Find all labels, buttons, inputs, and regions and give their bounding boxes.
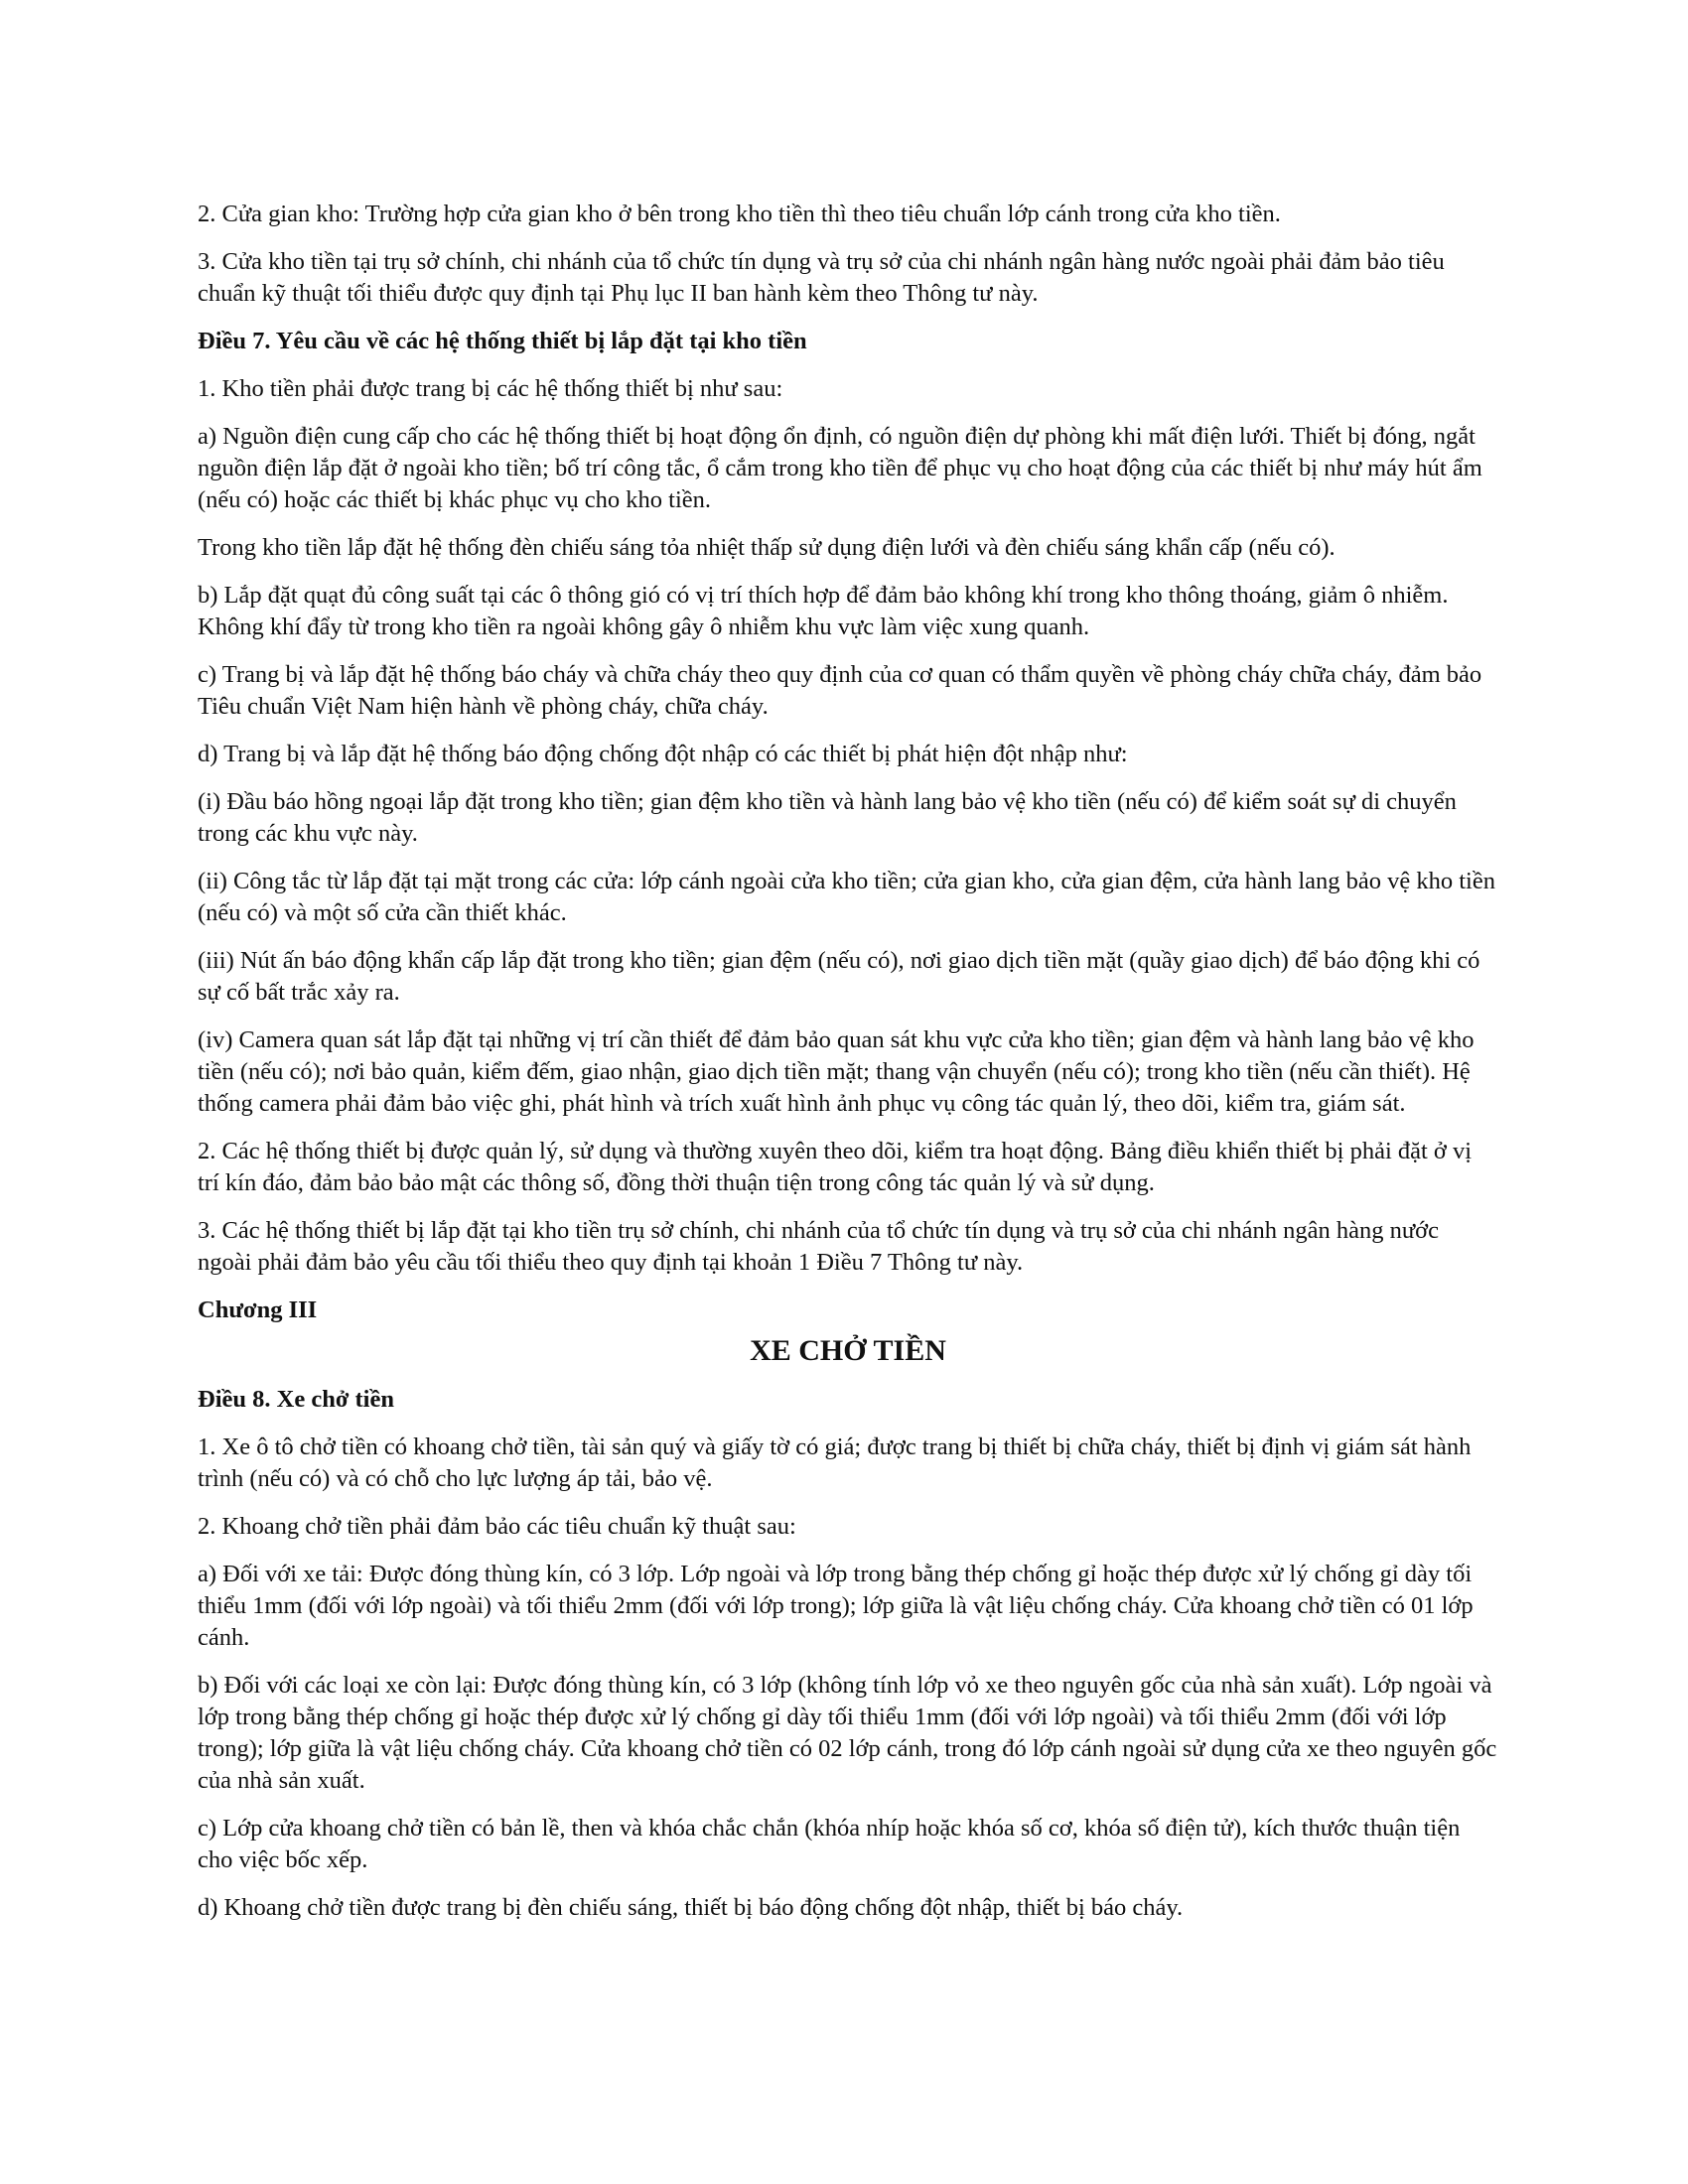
article-heading: Điều 7. Yêu cầu về các hệ thống thiết bị lắp đặt tại kho tiền: [198, 328, 807, 354]
paragraph: (i) Đầu báo hồng ngoại lắp đặt trong kho tiền; gian đệm kho tiền và hành lang bảo vệ kho tiền (nếu có) để kiểm soát sự di chuyển trong các khu vực này.: [198, 788, 1457, 847]
chapter-title: XE CHỞ TIỀN: [750, 1334, 946, 1367]
paragraph: 1. Kho tiền phải được trang bị các hệ thống thiết bị như sau:: [198, 375, 783, 402]
paragraph: 2. Cửa gian kho: Trường hợp cửa gian kho ở bên trong kho tiền thì theo tiêu chuẩn lớp cánh trong cửa kho tiền.: [198, 201, 1281, 227]
document-page: [198, 199, 1498, 1940]
paragraph: a) Đối với xe tải: Được đóng thùng kín, có 3 lớp. Lớp ngoài và lớp trong bằng thép chống gỉ hoặc thép được xử lý chống gỉ dày tối thiểu 1mm (đối với lớp ngoài) và tối thiểu 2mm (đối với lớp trong); lớp giữa là vật liệu chống cháy. Cửa khoang chở tiền có 01 lớp cánh.: [198, 1561, 1474, 1651]
paragraph: 1. Xe ô tô chở tiền có khoang chở tiền, tài sản quý và giấy tờ có giá; được trang bị thiết bị chữa cháy, thiết bị định vị giám sát hành trình (nếu có) và có chỗ cho lực lượng áp tải, bảo vệ.: [198, 1433, 1472, 1492]
paragraph: 3. Các hệ thống thiết bị lắp đặt tại kho tiền trụ sở chính, chi nhánh của tổ chức tín dụng và trụ sở của chi nhánh ngân hàng nước ngoài phải đảm bảo yêu cầu tối thiểu theo quy định tại khoản 1 Điều 7 Thông tư này.: [198, 1217, 1439, 1276]
article-heading: Điều 8. Xe chở tiền: [198, 1386, 394, 1413]
chapter-label: Chương III: [198, 1297, 318, 1323]
paragraph: (ii) Công tắc từ lắp đặt tại mặt trong các cửa: lớp cánh ngoài cửa kho tiền; cửa gian kho, cửa gian đệm, cửa hành lang bảo vệ kho tiền (nếu có) và một số cửa cần thiết khác.: [198, 868, 1495, 926]
paragraph: Trong kho tiền lắp đặt hệ thống đèn chiếu sáng tỏa nhiệt thấp sử dụng điện lưới và đèn chiếu sáng khẩn cấp (nếu có).: [198, 534, 1336, 561]
paragraph: (iv) Camera quan sát lắp đặt tại những vị trí cần thiết để đảm bảo quan sát khu vực cửa kho tiền; gian đệm và hành lang bảo vệ kho tiền (nếu có); nơi bảo quản, kiểm đếm, giao nhận, giao dịch tiền mặt; thang vận chuyển (nếu có); trong kho tiền (nếu cần thiết). Hệ thống camera phải đảm bảo việc ghi, phát hình và trích xuất hình ảnh phục vụ công tác quản lý, theo dõi, kiểm tra, giám sát.: [198, 1026, 1475, 1117]
paragraph: c) Lớp cửa khoang chở tiền có bản lề, then và khóa chắc chắn (khóa nhíp hoặc khóa số cơ, khóa số điện tử), kích thước thuận tiện cho việc bốc xếp.: [198, 1815, 1461, 1873]
paragraph: (iii) Nút ấn báo động khẩn cấp lắp đặt trong kho tiền; gian đệm (nếu có), nơi giao dịch tiền mặt (quầy giao dịch) để báo động khi có sự cố bất trắc xảy ra.: [198, 947, 1480, 1006]
paragraph: d) Trang bị và lắp đặt hệ thống báo động chống đột nhập có các thiết bị phát hiện đột nhập như:: [198, 741, 1128, 767]
paragraph: c) Trang bị và lắp đặt hệ thống báo cháy và chữa cháy theo quy định của cơ quan có thẩm quyền về phòng cháy chữa cháy, đảm bảo Tiêu chuẩn Việt Nam hiện hành về phòng cháy, chữa cháy.: [198, 661, 1482, 720]
paragraph: 2. Khoang chở tiền phải đảm bảo các tiêu chuẩn kỹ thuật sau:: [198, 1513, 796, 1540]
paragraph: 3. Cửa kho tiền tại trụ sở chính, chi nhánh của tổ chức tín dụng và trụ sở của chi nhánh ngân hàng nước ngoài phải đảm bảo tiêu chuẩn kỹ thuật tối thiểu được quy định tại Phụ lục II ban hành kèm theo Thông tư này.: [198, 248, 1445, 307]
paragraph: d) Khoang chở tiền được trang bị đèn chiếu sáng, thiết bị báo động chống đột nhập, thiết bị báo cháy.: [198, 1894, 1184, 1921]
paragraph: b) Đối với các loại xe còn lại: Được đóng thùng kín, có 3 lớp (không tính lớp vỏ xe theo nguyên gốc của nhà sản xuất). Lớp ngoài và lớp trong bằng thép chống gỉ hoặc thép được xử lý chống gỉ dày tối thiểu 1mm (đối với lớp ngoài) và tối thiểu 2mm (đối với lớp trong); lớp giữa là vật liệu chống cháy. Cửa khoang chở tiền có 02 lớp cánh, trong đó lớp cánh ngoài sử dụng cửa xe theo nguyên gốc của nhà sản xuất.: [198, 1672, 1497, 1794]
paragraph: 2. Các hệ thống thiết bị được quản lý, sử dụng và thường xuyên theo dõi, kiểm tra hoạt động. Bảng điều khiển thiết bị phải đặt ở vị trí kín đáo, đảm bảo bảo mật các thông số, đồng thời thuận tiện trong công tác quản lý và sử dụng.: [198, 1138, 1473, 1196]
paragraph: b) Lắp đặt quạt đủ công suất tại các ô thông gió có vị trí thích hợp để đảm bảo không khí trong kho thông thoáng, giảm ô nhiễm. Không khí đẩy từ trong kho tiền ra ngoài không gây ô nhiễm khu vực làm việc xung quanh.: [198, 582, 1449, 640]
paragraph: a) Nguồn điện cung cấp cho các hệ thống thiết bị hoạt động ổn định, có nguồn điện dự phòng khi mất điện lưới. Thiết bị đóng, ngắt nguồn điện lắp đặt ở ngoài kho tiền; bố trí công tắc, ổ cắm trong kho tiền để phục vụ cho hoạt động của các thiết bị như máy hút ẩm (nếu có) hoặc các thiết bị khác phục vụ cho kho tiền.: [198, 423, 1482, 513]
